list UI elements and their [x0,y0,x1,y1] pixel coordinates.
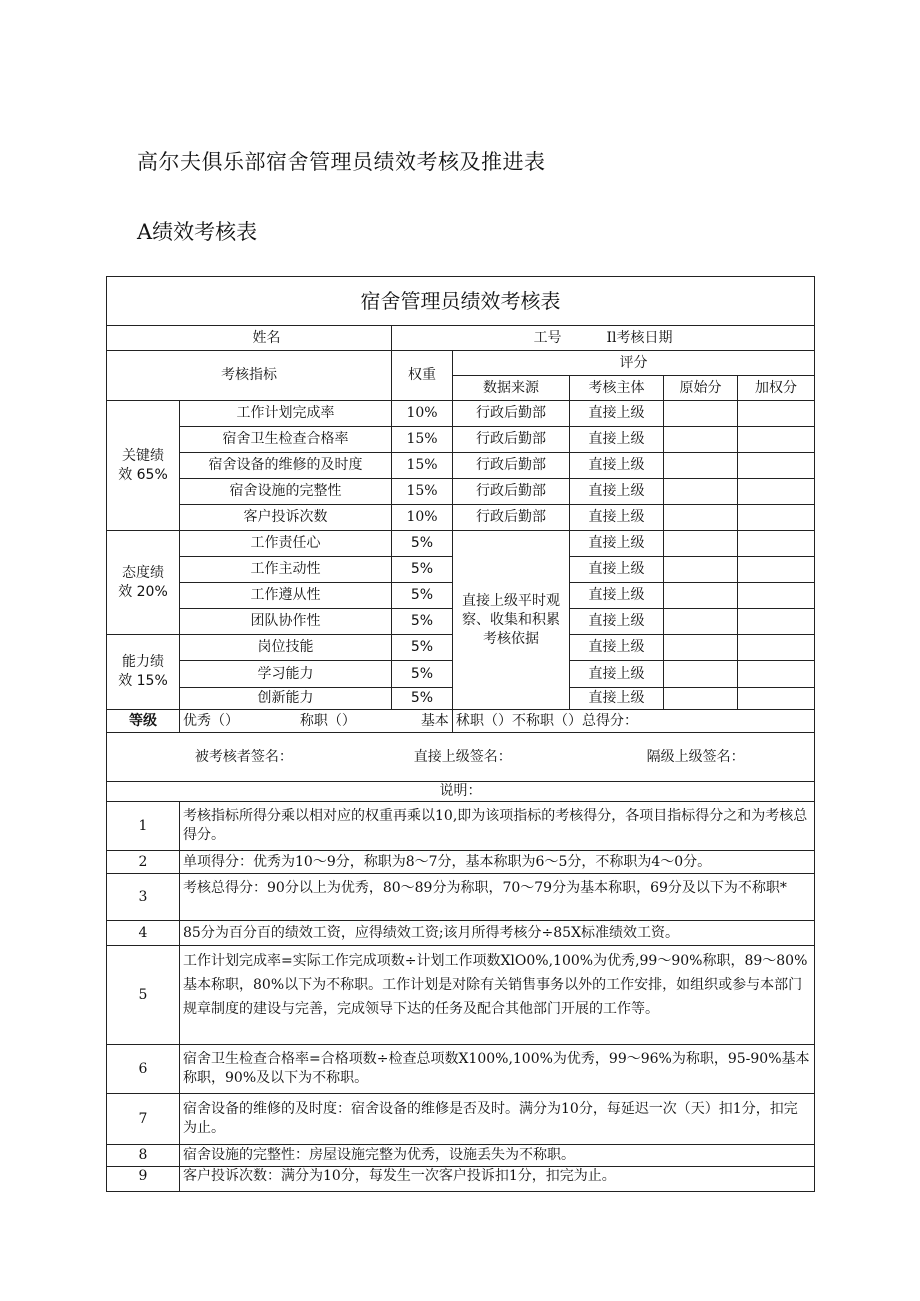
note-number: 6 [107,1045,180,1094]
grade-label: 等级 [107,710,180,733]
weight-cell: 10% [392,401,453,427]
source-cell: 行政后勤部 [453,453,570,479]
source-cell: 行政后勤部 [453,401,570,427]
subject-cell: 直接上级 [570,688,664,710]
note-text: 客户投诉次数：满分为10分，每发生一次客户投诉扣1分，扣完为止。 [180,1167,815,1192]
header-weighted: 加权分 [738,376,815,401]
note-number: 3 [107,874,180,921]
raw-score-input[interactable] [664,661,738,688]
indicator-cell: 学习能力 [180,661,392,688]
weight-cell: 5% [392,688,453,710]
note-number: 2 [107,851,180,874]
indicator-cell: 创新能力 [180,688,392,710]
note-number: 9 [107,1167,180,1192]
section-subtitle: A绩效考核表 [137,220,258,244]
weight-cell: 15% [392,453,453,479]
indicator-cell: 客户投诉次数 [180,505,392,531]
weighted-score-input[interactable] [738,661,815,688]
weighted-score-input[interactable] [738,453,815,479]
weighted-score-input[interactable] [738,688,815,710]
weighted-score-input[interactable] [738,635,815,661]
raw-score-input[interactable] [664,609,738,635]
note-number: 5 [107,946,180,1045]
grade-rest[interactable]: 秫职（）不称职（）总得分： [456,712,638,729]
grade-competent[interactable]: 称职（） [299,712,356,729]
grade-basic[interactable]: 基本 [420,712,449,729]
weight-cell: 15% [392,427,453,453]
source-cell: 行政后勤部 [453,479,570,505]
notes-label: 说明： [107,782,815,802]
header-raw: 原始分 [664,376,738,401]
weight-cell: 5% [392,583,453,609]
merged-source-cell: 直接上级平时观察、收集和积累考核依据 [453,531,570,710]
section-ability-line1: 能力绩 [122,654,164,670]
raw-score-input[interactable] [664,427,738,453]
subject-cell: 直接上级 [570,557,664,583]
subject-cell: 直接上级 [570,479,664,505]
note-text: 考核指标所得分乘以相对应的权重再乘以10,即为该项指标的考核得分，各项目指标得分之和为考核总得分。 [180,802,815,851]
raw-score-input[interactable] [664,401,738,427]
assessee-signature[interactable]: 被考核者签名： [194,748,293,765]
raw-score-input[interactable] [664,479,738,505]
weight-cell: 10% [392,505,453,531]
name-label: 姓名 [107,326,392,351]
indicator-cell: 宿舍设施的完整性 [180,479,392,505]
section-key-line2: 效 65% [118,466,168,483]
raw-score-input[interactable] [664,505,738,531]
assessment-date-label: Il考核日期 [606,329,673,346]
indicator-cell: 工作主动性 [180,557,392,583]
weighted-score-input[interactable] [738,557,815,583]
note-text: 宿舍卫生检查合格率=合格项数÷检查总项数X100%,100%为优秀，99～96%为称职，95-90%基本称职，90%及以下为不称职。 [180,1045,815,1094]
weight-cell: 15% [392,479,453,505]
subject-cell: 直接上级 [570,609,664,635]
employee-id-label: 工号 [533,329,562,346]
source-cell: 行政后勤部 [453,427,570,453]
subject-cell: 直接上级 [570,427,664,453]
indicator-cell: 团队协作性 [180,609,392,635]
note-text: 考核总得分：90分以上为优秀，80～89分为称职，70～79分为基本称职，69分及以下为不称职* [180,874,815,921]
subject-cell: 直接上级 [570,401,664,427]
weight-cell: 5% [392,531,453,557]
document-title: 高尔夫俱乐部宿舍管理员绩效考核及推进表 [137,150,546,174]
indicator-cell: 宿舍卫生检查合格率 [180,427,392,453]
source-cell: 行政后勤部 [453,505,570,531]
subject-cell: 直接上级 [570,635,664,661]
weight-cell: 5% [392,609,453,635]
indicator-cell: 工作责任心 [180,531,392,557]
header-source: 数据来源 [453,376,570,401]
weighted-score-input[interactable] [738,609,815,635]
subject-cell: 直接上级 [570,453,664,479]
grade-options-right [453,710,815,733]
weighted-score-input[interactable] [738,479,815,505]
weighted-score-input[interactable] [738,505,815,531]
skip-level-signature[interactable]: 隔级上级签名： [646,748,745,765]
grade-options-left [180,710,453,733]
note-number: 8 [107,1145,180,1167]
indicator-cell: 宿舍设备的维修的及时度 [180,453,392,479]
subject-cell: 直接上级 [570,531,664,557]
weighted-score-input[interactable] [738,531,815,557]
weighted-score-input[interactable] [738,401,815,427]
section-key-performance [107,401,180,531]
note-number: 4 [107,921,180,946]
note-text: 宿舍设备的维修的及时度：宿舍设备的维修是否及时。满分为10分，每延迟一次（天）扣1分，扣完为止。 [180,1094,815,1145]
header-indicator: 考核指标 [107,351,392,401]
header-subject: 考核主体 [570,376,664,401]
section-key-line1: 关键绩 [122,447,164,464]
id-date-cell [392,326,815,351]
note-text: 单项得分：优秀为10～9分，称职为8～7分，基本称职为6～5分，不称职为4～0分。 [180,851,815,874]
grade-excellent[interactable]: 优秀（） [183,712,239,729]
weight-cell: 5% [392,661,453,688]
header-score: 评分 [453,351,815,376]
weighted-score-input[interactable] [738,583,815,609]
section-attitude-line1: 态度绩 [122,564,164,581]
note-text: 工作计划完成率=实际工作完成项数÷计划工作项数XlO0%,100%为优秀,99～90%称职，89～80%基本称职，80%以下为不称职。工作计划是对除有关销售事务以外的工作安排，如组织或参与本部门规章制度的建设与完善，完成领导下达的任务及配合其他部门开展的工作等。 [180,946,815,1045]
raw-score-input[interactable] [664,688,738,710]
table-caption: 宿舍管理员绩效考核表 [107,277,815,326]
note-number: 7 [107,1094,180,1145]
direct-supervisor-signature[interactable]: 直接上级签名： [413,748,512,765]
raw-score-input[interactable] [664,557,738,583]
subject-cell: 直接上级 [570,583,664,609]
performance-table [106,276,815,1192]
subject-cell: 直接上级 [570,661,664,688]
subject-cell: 直接上级 [570,505,664,531]
section-ability [107,635,180,710]
header-weight: 权重 [392,351,453,401]
weight-cell: 5% [392,635,453,661]
indicator-cell: 工作遵从性 [180,583,392,609]
weighted-score-input[interactable] [738,427,815,453]
section-attitude-line2: 效 20% [118,583,168,600]
raw-score-input[interactable] [664,583,738,609]
raw-score-input[interactable] [664,453,738,479]
indicator-cell: 岗位技能 [180,635,392,661]
weight-cell: 5% [392,557,453,583]
section-attitude [107,531,180,635]
raw-score-input[interactable] [664,635,738,661]
signature-row [107,733,815,782]
raw-score-input[interactable] [664,531,738,557]
note-text: 85分为百分百的绩效工资，应得绩效工资;该月所得考核分÷85X标准绩效工资。 [180,921,815,946]
indicator-cell: 工作计划完成率 [180,401,392,427]
section-ability-line2: 效 15% [118,673,168,689]
note-number: 1 [107,802,180,851]
note-text: 宿舍设施的完整性：房屋设施完整为优秀，设施丢失为不称职。 [180,1145,815,1167]
